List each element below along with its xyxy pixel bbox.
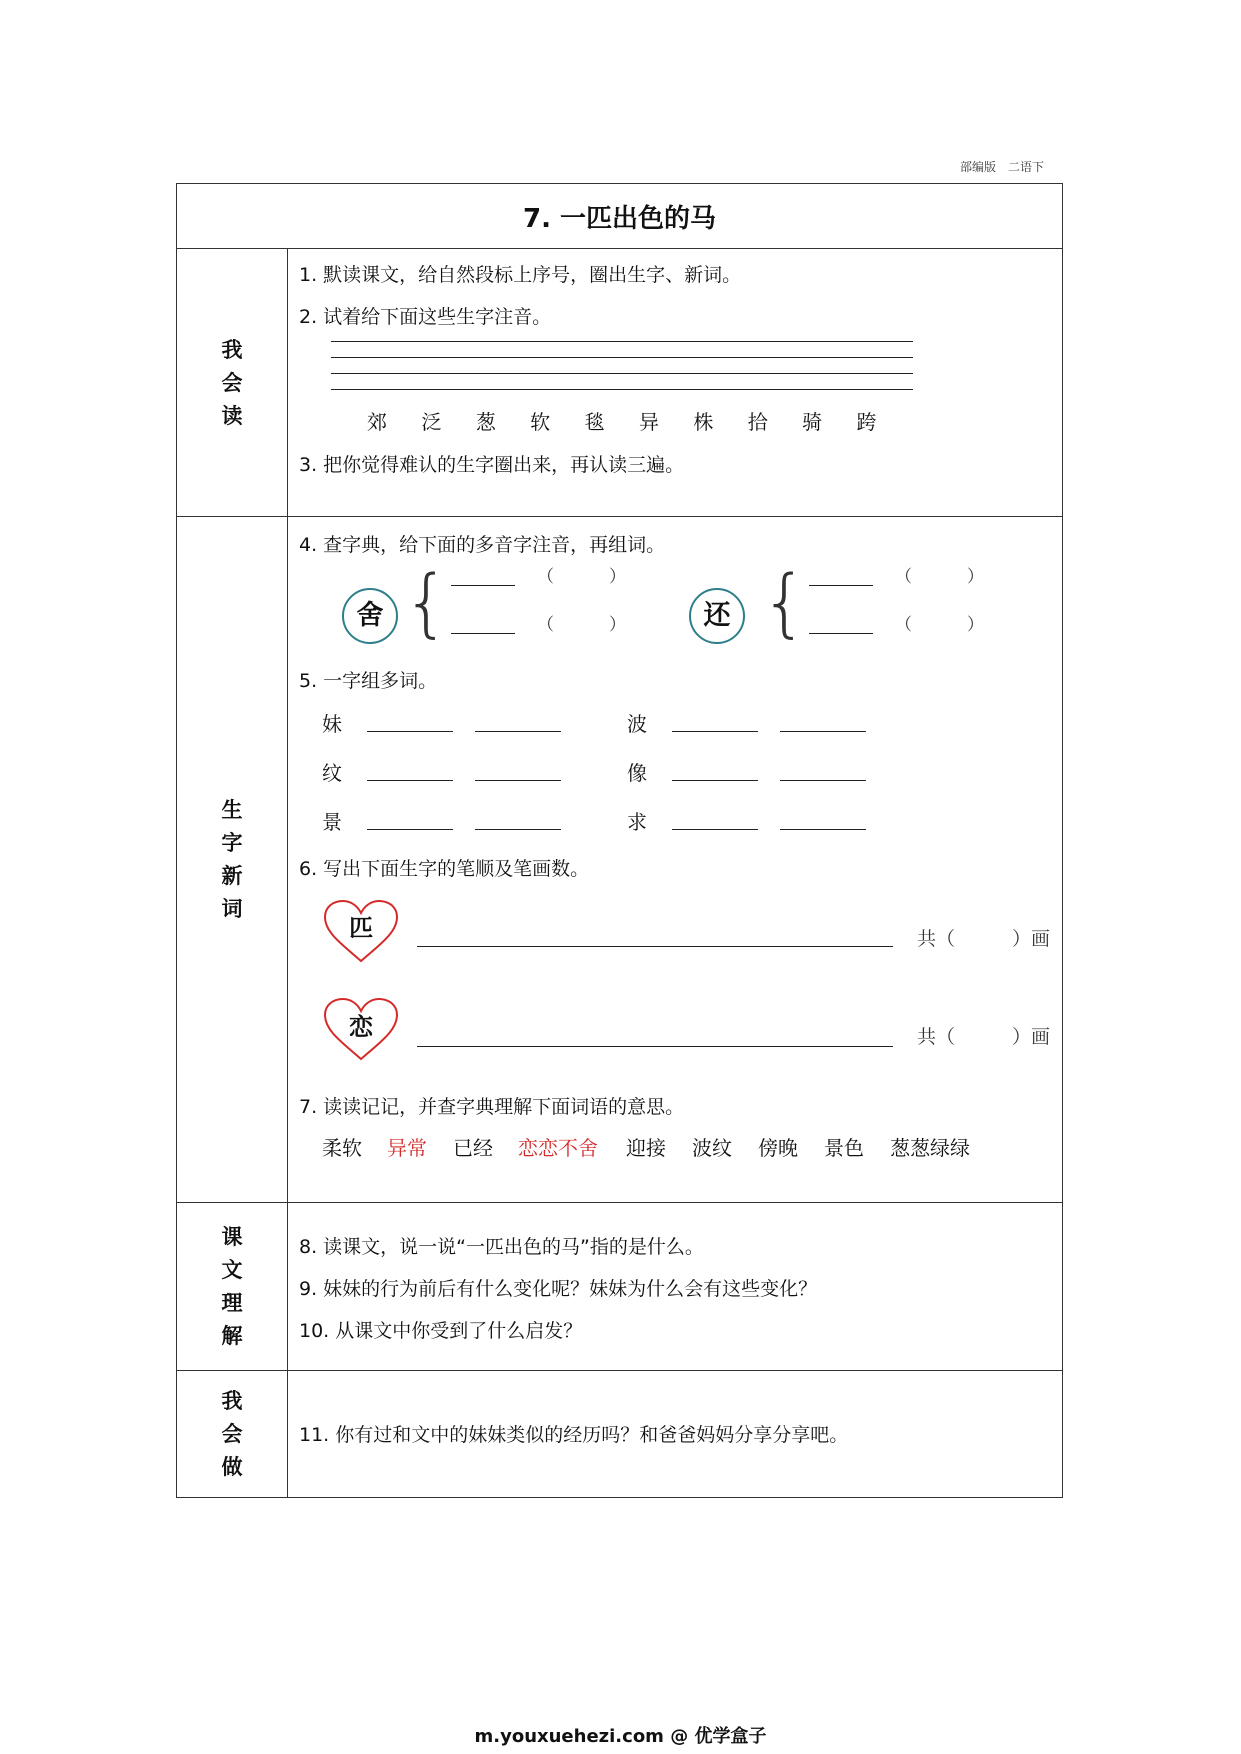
- close-paren: ）: [967, 567, 984, 587]
- pinyin-char: 株: [693, 410, 714, 434]
- question-1: 1. 默读课文，给自然段标上序号，圈出生字、新词。: [299, 264, 742, 286]
- question-10: 10. 从课文中你受到了什么启发？: [299, 1320, 583, 1342]
- answer-blank[interactable]: [672, 731, 758, 732]
- answer-blank[interactable]: [367, 731, 453, 732]
- answer-blank[interactable]: [451, 585, 515, 586]
- stroke-char: 匹: [349, 914, 373, 942]
- divider-title: [177, 248, 1062, 249]
- close-paren: ）: [609, 615, 626, 635]
- vocab-word: 葱葱绿绿: [890, 1136, 970, 1160]
- pinyin-char: 郊: [367, 410, 387, 434]
- polyphone-char-she: 舍: [342, 588, 398, 644]
- answer-blank[interactable]: [367, 829, 453, 830]
- pinyin-char: 葱: [475, 410, 496, 434]
- open-paren: （: [895, 615, 912, 635]
- pinyin-char: 拾: [747, 410, 768, 434]
- question-5: 5. 一字组多词。: [299, 670, 438, 692]
- pinyin-char: 异: [638, 410, 659, 434]
- section-label-practice: 我 会 做: [221, 1389, 243, 1479]
- polyphone-char-huan: 还: [689, 588, 745, 644]
- answer-blank[interactable]: [475, 829, 561, 830]
- close-paren: ）: [967, 615, 984, 635]
- answer-blank[interactable]: [367, 780, 453, 781]
- stroke-order-line[interactable]: [417, 1046, 893, 1047]
- brace-left-2: {: [761, 560, 809, 646]
- pinyin-char: 泛: [421, 410, 442, 434]
- question-2: 2. 试着给下面这些生字注音。: [299, 306, 552, 328]
- question-6: 6. 写出下面生字的笔顺及笔画数。: [299, 858, 590, 880]
- word-char: 妹: [322, 712, 342, 736]
- answer-blank[interactable]: [672, 780, 758, 781]
- answer-blank[interactable]: [672, 829, 758, 830]
- worksheet-table: [176, 183, 1063, 1498]
- question-7: 7. 读读记记，并查字典理解下面词语的意思。: [299, 1096, 685, 1118]
- stroke-count-label: 共（ ）画: [917, 928, 1051, 950]
- footer-source: m.youxuehezi.com @ 优学盒子: [474, 1726, 767, 1747]
- open-paren: （: [895, 567, 912, 587]
- answer-blank[interactable]: [475, 731, 561, 732]
- divider-new-words: [177, 1202, 1062, 1203]
- stroke-order-line[interactable]: [417, 946, 893, 947]
- word-char: 像: [627, 761, 647, 785]
- pinyin-char: 毯: [584, 410, 605, 434]
- answer-blank[interactable]: [475, 780, 561, 781]
- vocab-word: 迎接: [626, 1136, 666, 1160]
- divider-understanding: [177, 1370, 1062, 1371]
- open-paren: （: [537, 615, 554, 635]
- vocab-word: 傍晚: [758, 1136, 798, 1160]
- pinyin-lines: [331, 341, 913, 391]
- pinyin-char-row: [367, 406, 911, 435]
- lesson-title: 7. 一匹出色的马: [522, 204, 717, 234]
- vocab-word-highlight: 异常: [387, 1136, 427, 1160]
- answer-blank[interactable]: [451, 633, 515, 634]
- question-11: 11. 你有过和文中的妹妹类似的经历吗？和爸爸妈妈分享分享吧。: [299, 1424, 849, 1446]
- question-9: 9. 妹妹的行为前后有什么变化呢？妹妹为什么会有这些变化？: [299, 1278, 818, 1300]
- question-8: 8. 读课文，说一说“一匹出色的马”指的是什么。: [299, 1236, 704, 1258]
- word-char: 波: [627, 712, 647, 736]
- vocab-word: 已经: [453, 1136, 493, 1160]
- section-label-understanding: 课 文 理 解: [221, 1225, 243, 1348]
- section-label-new-words: 生 字 新 词: [221, 798, 243, 921]
- vocab-word-highlight: 恋恋不舍: [518, 1136, 598, 1160]
- stroke-char: 恋: [349, 1013, 373, 1041]
- open-paren: （: [537, 567, 554, 587]
- section-label-read: 我 会 读: [221, 338, 243, 428]
- answer-blank[interactable]: [809, 633, 873, 634]
- pinyin-char: 跨: [856, 410, 877, 434]
- divider-read: [177, 516, 1062, 517]
- word-char: 纹: [322, 761, 342, 785]
- answer-blank[interactable]: [809, 585, 873, 586]
- word-char: 景: [322, 810, 342, 834]
- edition-note: 部编版 二语下: [960, 160, 1045, 174]
- close-paren: ）: [609, 567, 626, 587]
- answer-blank[interactable]: [780, 780, 866, 781]
- answer-blank[interactable]: [780, 731, 866, 732]
- brace-left-1: {: [403, 560, 451, 646]
- vocab-word: 景色: [824, 1136, 864, 1160]
- question-3: 3. 把你觉得难认的生字圈出来，再认读三遍。: [299, 454, 685, 476]
- answer-blank[interactable]: [780, 829, 866, 830]
- stroke-count-label: 共（ ）画: [917, 1026, 1051, 1048]
- vocab-word: 波纹: [692, 1136, 732, 1160]
- pinyin-char: 骑: [802, 410, 823, 434]
- vocab-word: 柔软: [322, 1136, 362, 1160]
- word-char: 求: [627, 810, 647, 834]
- question-4: 4. 查字典，给下面的多音字注音，再组词。: [299, 534, 666, 556]
- pinyin-char: 软: [530, 410, 551, 434]
- divider-column: [287, 249, 288, 1497]
